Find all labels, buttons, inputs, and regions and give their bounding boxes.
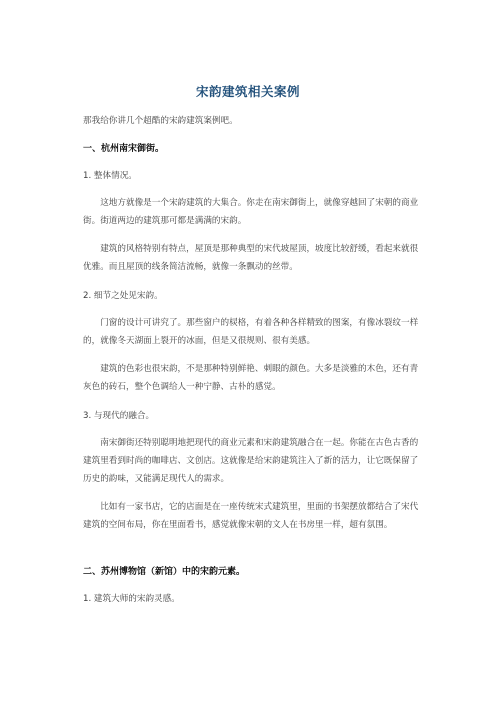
section1-item3-paragraph2: 比如有一家书店，它的店面是在一座传统宋式建筑里，里面的书架摆放都结合了宋代建筑的空间布局，你在里面看书，感觉就像宋朝的文人在书房里一样，超有氛围。 — [83, 502, 419, 530]
section1-item1-label: 1. 整体情况。 — [83, 171, 137, 181]
section1-item1-paragraph: 这地方就像是一个宋韵建筑的大集合。你走在南宋御街上，就像穿越回了宋朝的商业街。街道两边的建筑那可都是满满的宋韵。 — [83, 198, 419, 226]
section1-item2-paragraph: 门窗的设计可讲究了。那些窗户的棂格，有着各种各样精致的图案，有像冰裂纹一样的，就像冬天湖面上裂开的冰面，但是又很规则、很有美感。 — [83, 318, 419, 346]
section1-item2-label: 2. 细节之处见宋韵。 — [83, 291, 163, 301]
section1-item1-paragraph2: 建筑的风格特别有特点，屋顶是那种典型的宋代坡屋顶，坡度比较舒缓，看起来就很优雅。而且屋顶的线条简洁流畅，就像一条飘动的丝带。 — [83, 244, 419, 272]
section2-item1-label: 1. 建筑大师的宋韵灵感。 — [83, 594, 180, 604]
section1-item3-paragraph: 南宋御街还特别聪明地把现代的商业元素和宋韵建筑融合在一起。你能在古色古香的建筑里看到时尚的咖啡店、文创店。这就像是给宋韵建筑注入了新的活力，让它既保留了历史的韵味，又能满足现代人的需求。 — [83, 438, 419, 484]
section1-item3-label: 3. 与现代的融合。 — [83, 411, 155, 421]
intro-paragraph: 那我给你讲几个超酷的宋韵建筑案例吧。 — [83, 116, 238, 126]
section1-item2-paragraph2: 建筑的色彩也很宋韵，不是那种特别鲜艳、刺眼的颜色。大多是淡雅的木色，还有青灰色的砖石，整个色调给人一种宁静、古朴的感觉。 — [83, 364, 419, 392]
section2-heading: 二、苏州博物馆（新馆）中的宋韵元素。 — [83, 567, 246, 577]
document-title: 宋韵建筑相关案例 — [195, 84, 300, 99]
section1-heading: 一、杭州南宋御街。 — [83, 144, 165, 154]
